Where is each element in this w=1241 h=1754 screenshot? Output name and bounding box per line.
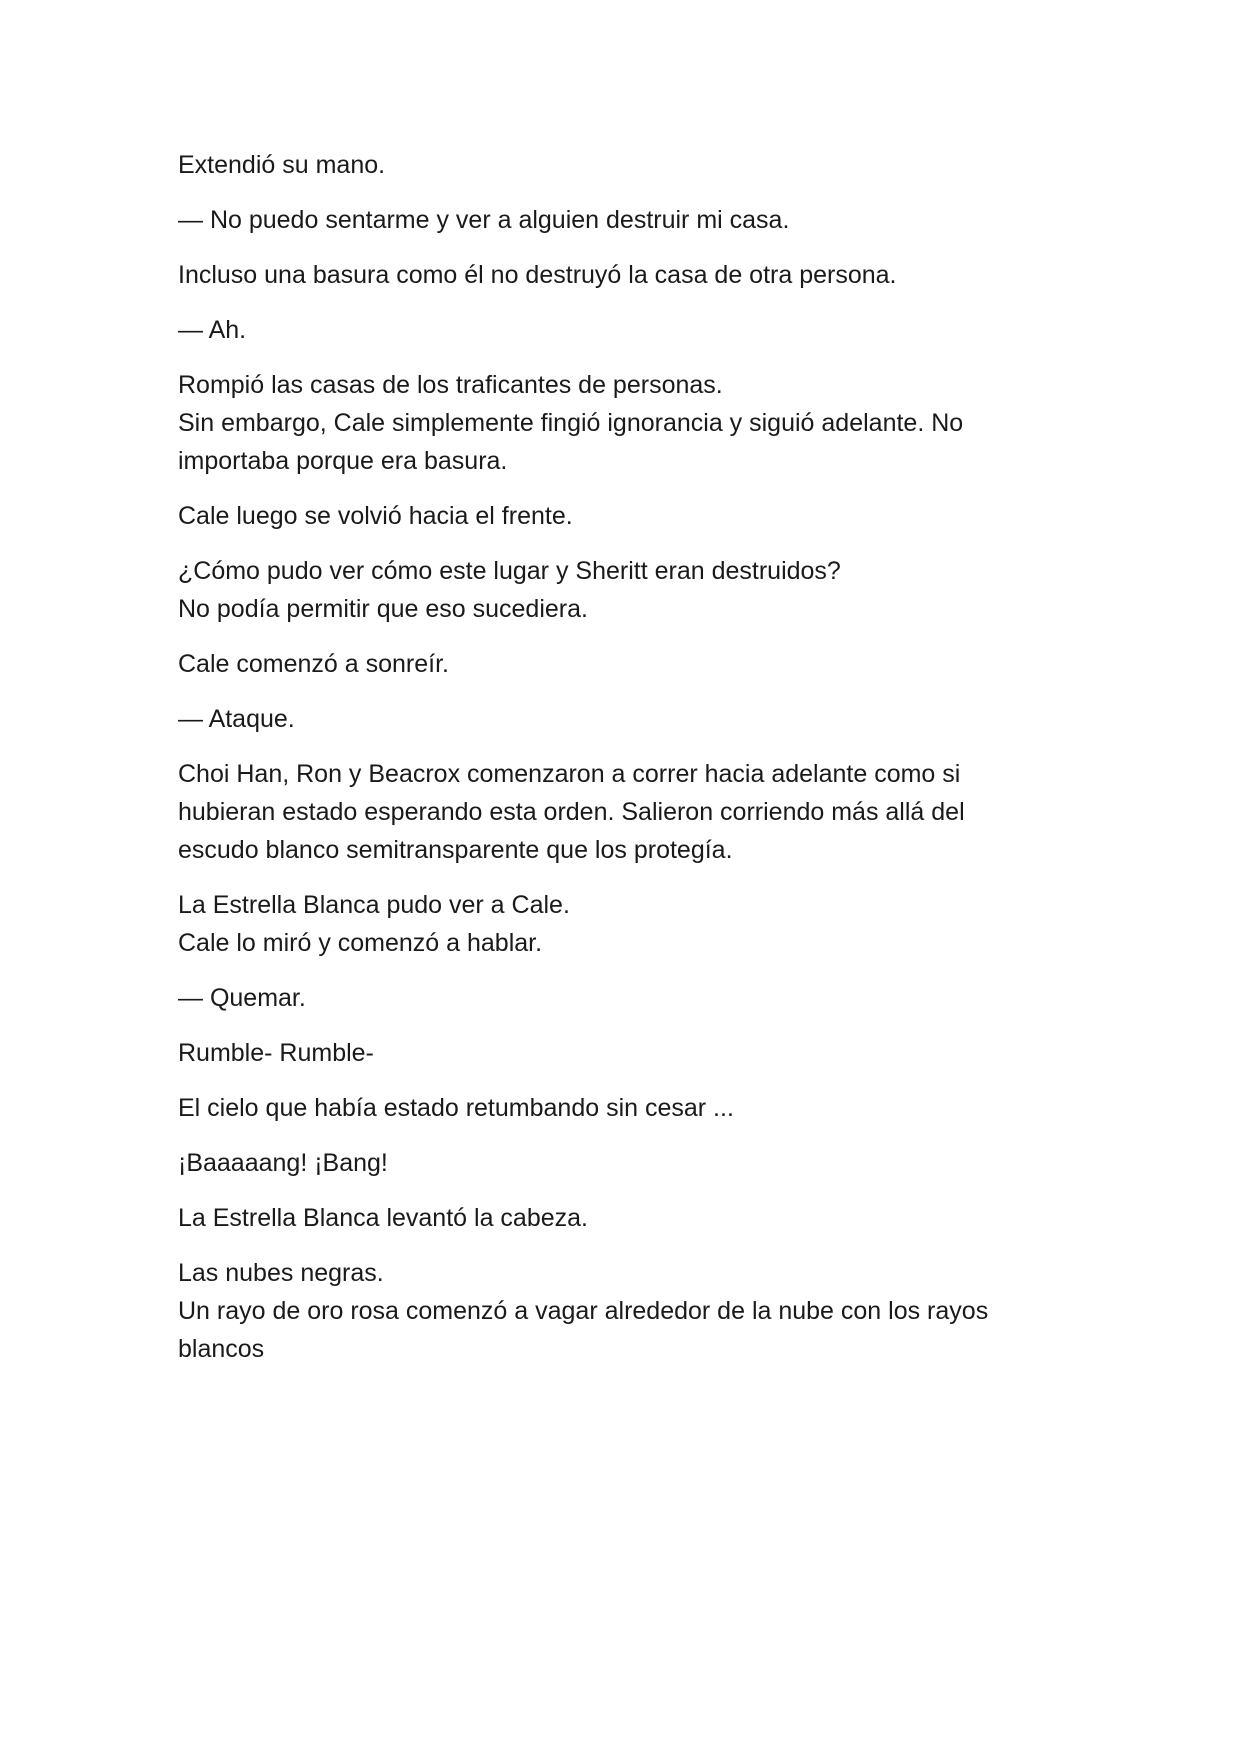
paragraph xyxy=(178,979,1058,1017)
text-line: Las nubes negras. xyxy=(178,1259,384,1287)
text-line: Cale luego se volvió hacia el frente. xyxy=(178,502,573,530)
paragraph xyxy=(178,552,1058,628)
paragraph xyxy=(178,497,1058,535)
text-line: Sin embargo, Cale simplemente fingió ignorancia y siguió adelante. No xyxy=(178,409,964,437)
paragraph xyxy=(178,1199,1058,1237)
paragraph xyxy=(178,700,1058,738)
text-line: hubieran estado esperando esta orden. Salieron corriendo más allá del xyxy=(178,798,965,826)
text-line: — Ah. xyxy=(178,316,247,344)
text-line: ¡Baaaaang! ¡Bang! xyxy=(178,1149,388,1177)
text-line: ¿Cómo pudo ver cómo este lugar y Sheritt eran destruidos? xyxy=(178,557,841,585)
paragraph xyxy=(178,645,1058,683)
text-line: — Quemar. xyxy=(178,984,306,1012)
paragraph xyxy=(178,886,1058,962)
paragraph xyxy=(178,311,1058,349)
text-line: — Ataque. xyxy=(178,705,295,733)
paragraph xyxy=(178,201,1058,239)
text-line: Rumble- Rumble- xyxy=(178,1039,374,1067)
text-line: — No puedo sentarme y ver a alguien destruir mi casa. xyxy=(178,206,790,234)
text-line: Incluso una basura como él no destruyó la casa de otra persona. xyxy=(178,261,897,289)
paragraph xyxy=(178,146,1058,184)
text-line: importaba porque era basura. xyxy=(178,447,508,475)
paragraph xyxy=(178,366,1058,480)
paragraph xyxy=(178,755,1058,869)
text-line: El cielo que había estado retumbando sin cesar ... xyxy=(178,1094,734,1122)
text-line: Un rayo de oro rosa comenzó a vagar alrededor de la nube con los rayos xyxy=(178,1297,989,1325)
text-line: No podía permitir que eso sucediera. xyxy=(178,595,588,623)
text-line: escudo blanco semitransparente que los protegía. xyxy=(178,836,733,864)
text-line: Cale lo miró y comenzó a hablar. xyxy=(178,929,543,957)
paragraph xyxy=(178,1034,1058,1072)
paragraph xyxy=(178,1089,1058,1127)
text-line: Rompió las casas de los traficantes de personas. xyxy=(178,371,723,399)
text-line: Cale comenzó a sonreír. xyxy=(178,650,449,678)
text-line: Choi Han, Ron y Beacrox comenzaron a correr hacia adelante como si xyxy=(178,760,961,788)
text-line: La Estrella Blanca pudo ver a Cale. xyxy=(178,891,570,919)
body-text xyxy=(178,146,1058,1385)
paragraph xyxy=(178,1144,1058,1182)
text-line: Extendió su mano. xyxy=(178,151,386,179)
paragraph xyxy=(178,256,1058,294)
text-line: La Estrella Blanca levantó la cabeza. xyxy=(178,1204,588,1232)
text-line: blancos xyxy=(178,1335,265,1363)
paragraph xyxy=(178,1254,1058,1368)
